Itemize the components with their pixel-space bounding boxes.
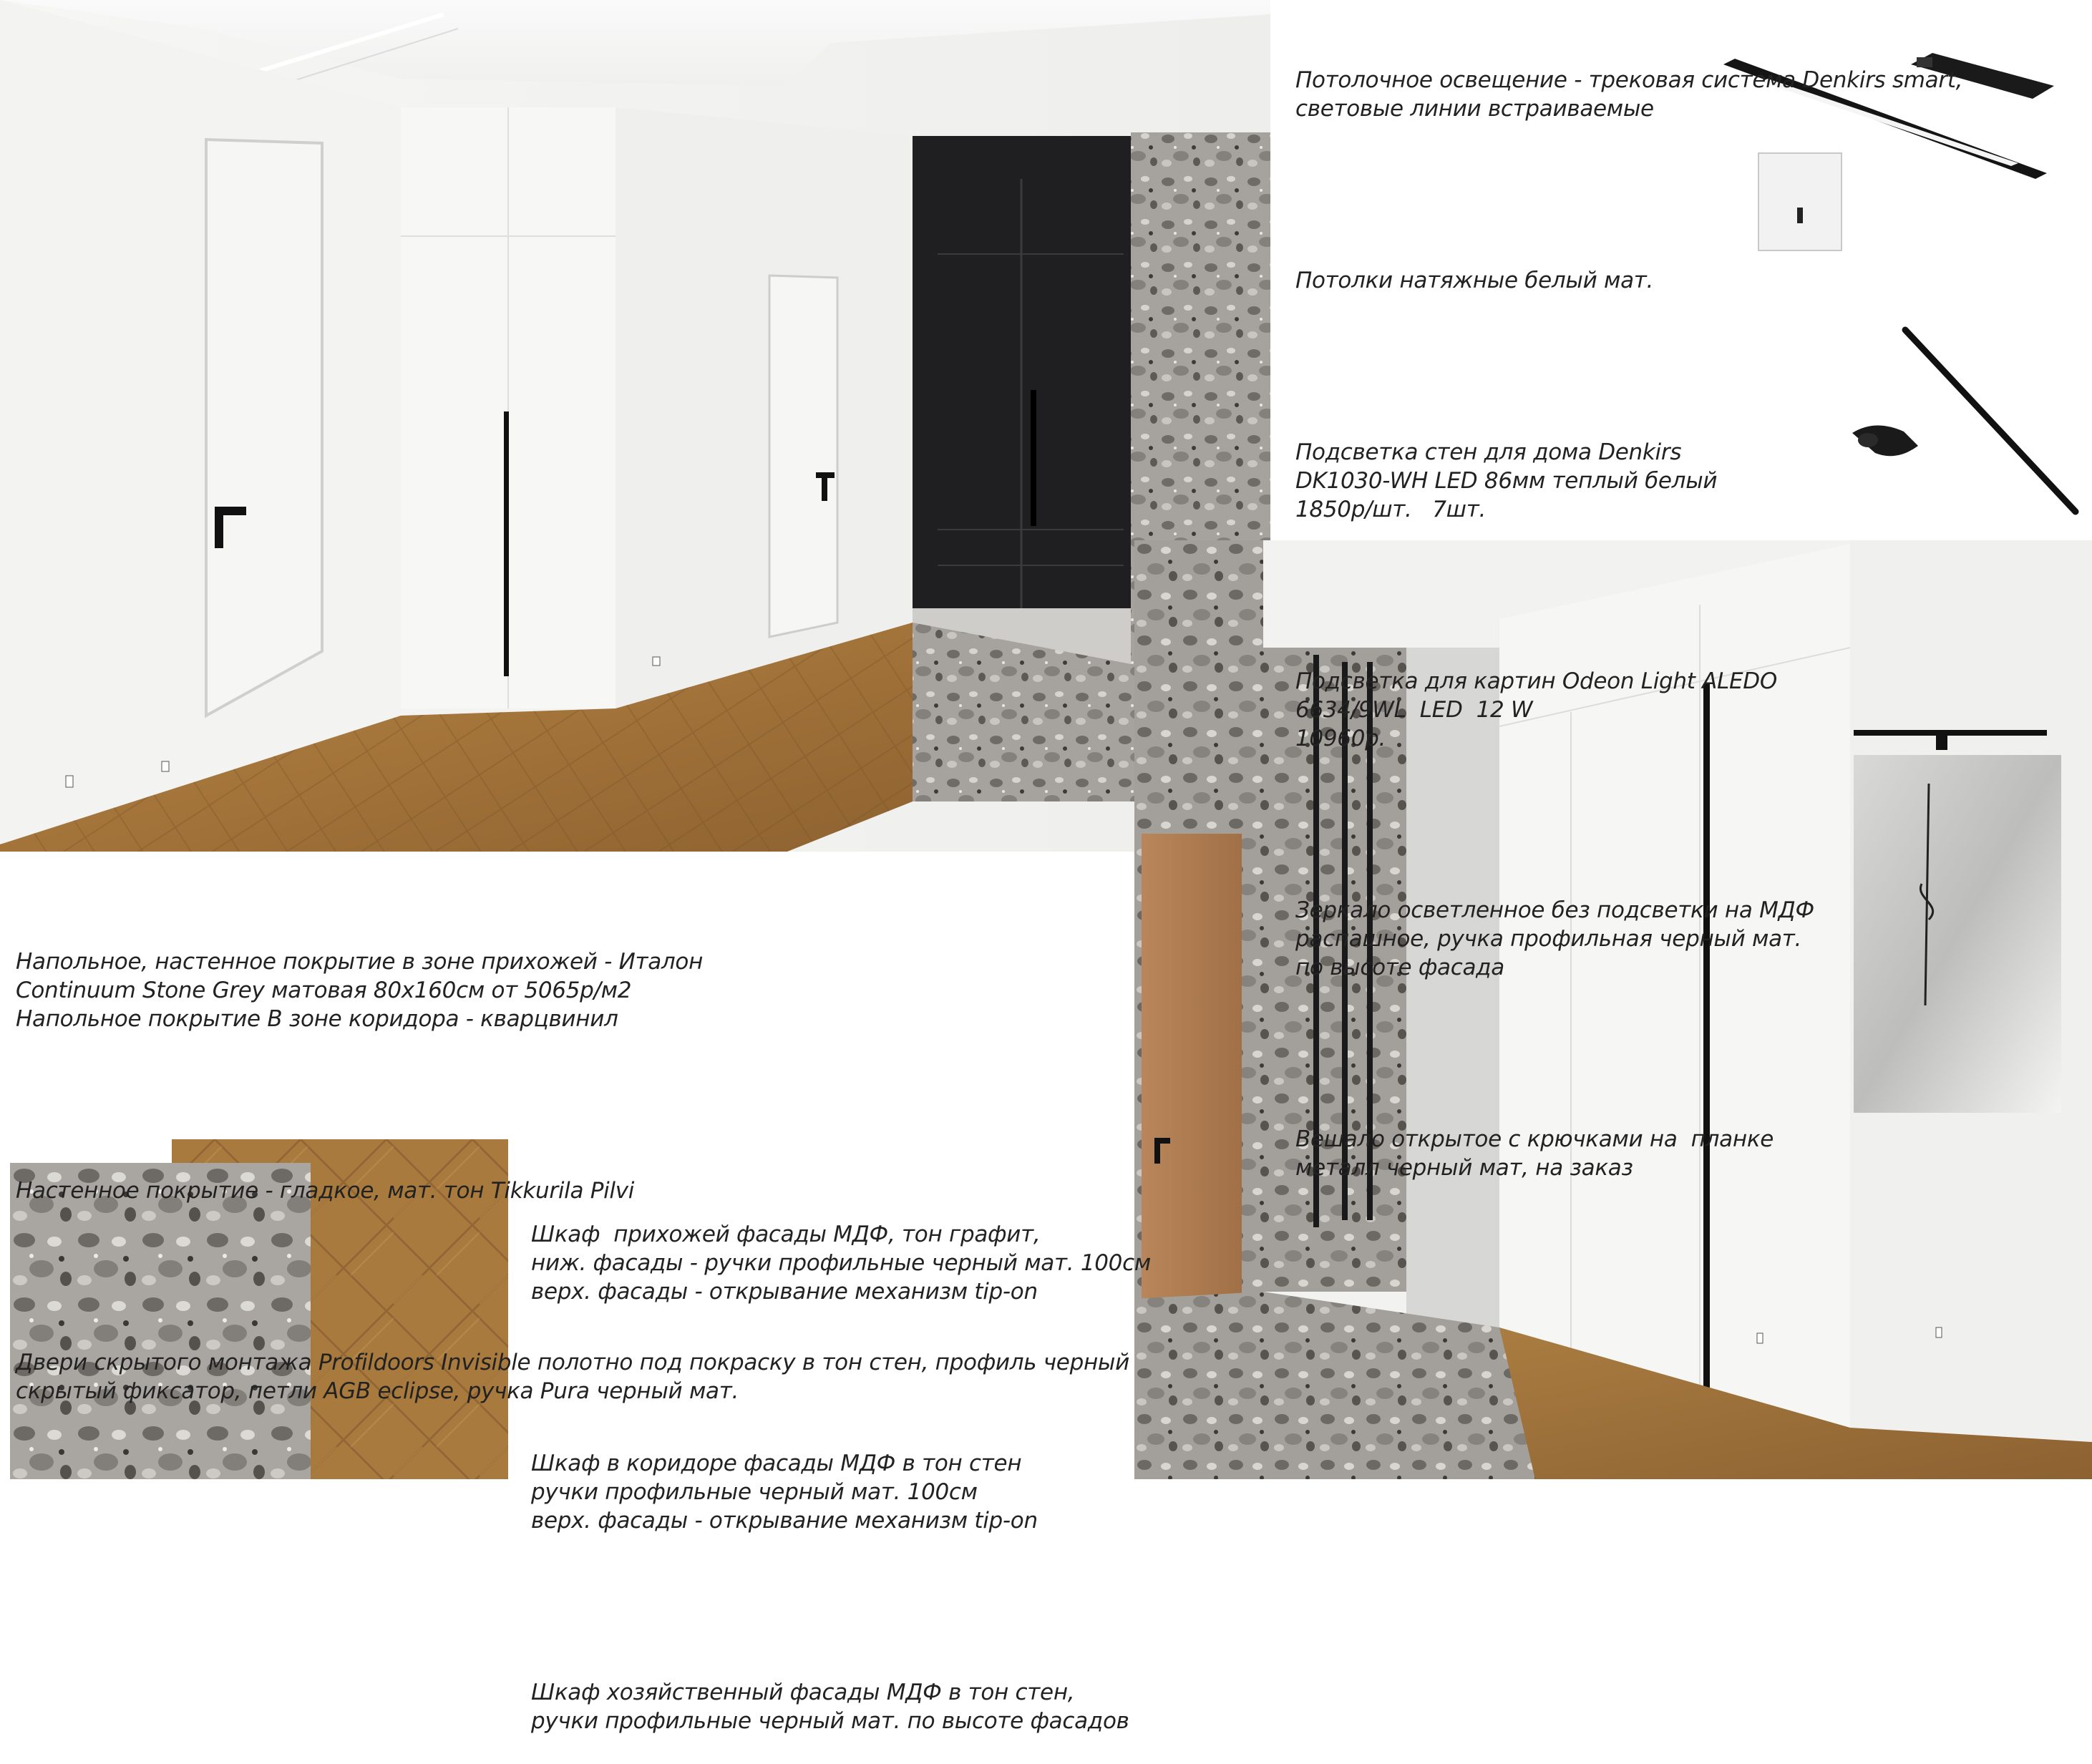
note-wall-paint: Настенное покрытие - гладкое, мат. тон Tikkurila Pilvi xyxy=(16,1178,635,1204)
note-picture-light: Подсветка для картин Odeon Light ALEDO 6634/9WL LED 12 W 10960р. xyxy=(1295,668,1777,751)
note-corridor-cabinet: Шкаф в коридоре фасады МДФ в тон стен ручки профильные черный мат. 100см верх. фасады - открывание механизм tip-on xyxy=(531,1451,1038,1534)
note-mirror: Зеркало осветленное без подсветки на МДФ распашное, ручка профильная черный мат. по высоте фасада xyxy=(1295,897,1814,980)
note-ceiling-lighting: Потолочное освещение - трековая система Denkirs smart, световые линии встраиваемые xyxy=(1295,67,1963,122)
note-floor-tile: Напольное, настенное покрытие в зоне прихожей - Италон Continuum Stone Grey матовая 80х160см от 5065р/м2 Напольное покрытие В зоне коридора - кварцвинил xyxy=(16,949,704,1032)
note-doors: Двери скрытого монтажа Profildoors Invisible полотно под покраску в тон стен, профиль черный скрытый фиксатор, петли AGB eclipse, ручка Pura черный мат. xyxy=(16,1350,1129,1404)
note-hanger: Вешало открытое с крючками на планке металл черный мат, на заказ xyxy=(1295,1126,1774,1181)
note-entry-cabinet: Шкаф прихожей фасады МДФ, тон графит, ниж. фасады - ручки профильные черный мат. 100см верх. фасады - открывание механизм tip-on xyxy=(531,1222,1151,1305)
cabinet-notes xyxy=(531,1163,1151,1764)
render-corridor xyxy=(0,0,1270,852)
note-wall-lights: Подсветка стен для дома Denkirs DK1030-WH LED 86мм теплый белый 1850р/шт. 7шт. xyxy=(1295,439,1718,522)
note-ceiling: Потолки натяжные белый мат. xyxy=(1295,268,1654,293)
lighting-notes xyxy=(1295,9,1962,1211)
note-utility-cabinet: Шкаф хозяйственный фасады МДФ в тон стен, ручки профильные черный мат. по высоте фасадов xyxy=(531,1680,1129,1734)
